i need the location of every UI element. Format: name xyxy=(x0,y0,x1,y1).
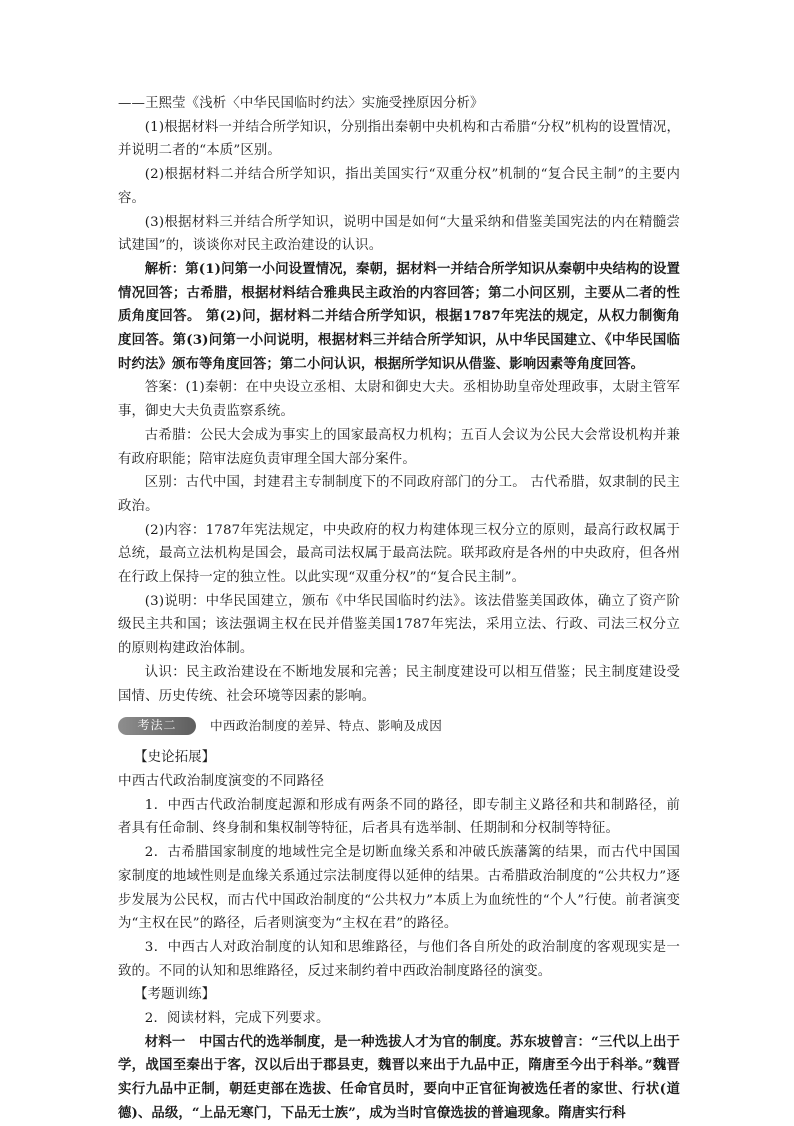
answer-3-understanding: 认识：民主政治建设在不断地发展和完善；民主制度建设可以相互借鉴；民主制度建设受国情、历史传统、社会环境等因素的影响。 xyxy=(118,664,680,704)
extension-point-1: 1．中西古代政治制度起源和形成有两条不同的路径，即专制主义路径和共和制路径，前者具有任命制、终身制和集权制等特征，后者具有选举制、任期制和分权制等特征。 xyxy=(118,797,680,837)
answer-2-content: (2)内容：1787年宪法规定，中央政府的权力构建体现三权分立的原则，最高行政权属于总统，最高立法机构是国会，最高司法权属于最高法院。联邦政府是各州的中央政府，但各州在行政上保持一定的独立性。以此实现“双重分权”的“复合民主制”。 xyxy=(118,522,680,586)
question-3: (3)根据材料三并结合所学知识，说明中国是如何“大量采纳和借鉴美国宪法的内在精髓尝试建国”的，谈谈你对民主政治建设的认识。 xyxy=(118,214,680,254)
section-badge xyxy=(118,717,196,735)
training-material-1: 材料一 中国古代的选举制度，是一种选拔人才为官的制度。苏东坡曾言：“三代以上出于学，战国至秦出于客，汉以后出于郡县吏，魏晋以来出于九品中正，隋唐至今出于科举。”魏晋实行九品中正制，朝廷吏部在选拔、任命官员时，要向中正官征询被选任者的家世、行状(道德)、品级，“上品无寒门，下品无士族”，成为当时官僚选拔的普遍现象。隋唐实行科 xyxy=(118,1033,680,1121)
training-question: 2．阅读材料，完成下列要求。 xyxy=(144,1011,330,1027)
document-body xyxy=(118,92,680,1126)
training-label: 【考题训练】 xyxy=(134,987,216,1003)
answer-3-explanation: (3)说明：中华民国建立，颁布《中华民国临时约法》。该法借鉴美国政体，确立了资产阶级民主共和国；该法强调主权在民并借鉴美国1787年宪法，采用立法、行政、司法三权分立的原则构建政治体制。 xyxy=(118,593,680,657)
answer-1-qin: 答案：(1)秦朝：在中央设立丞相、太尉和御史大夫。丞相协助皇帝处理政事，太尉主管军事，御史大夫负责监察系统。 xyxy=(118,380,680,420)
source-citation: ——王熙莹《浅析〈中华民国临时约法〉实施受挫原因分析》 xyxy=(118,96,484,111)
question-2: (2)根据材料二并结合所学知识，指出美国实行“双重分权”机制的“复合民主制”的主要内容。 xyxy=(118,167,680,206)
extension-label: 【史论拓展】 xyxy=(134,750,216,766)
section-header xyxy=(118,712,680,740)
question-1: (1)根据材料一并结合所学知识，分别指出秦朝中央机构和古希腊“分权”机构的设置情况，并说明二者的“本质”区别。 xyxy=(118,119,680,159)
answer-1-difference: 区别：古代中国，封建君主专制制度下的不同政府部门的分工。 古代希腊，奴隶制的民主政治。 xyxy=(118,475,680,514)
extension-point-2: 2．古希腊国家制度的地域性完全是切断血缘关系和冲破氏族藩篱的结果，而古代中国国家制度的地域性则是血缘关系通过宗法制度得以延伸的结果。古希腊政治制度的“公共权力”逐步发展为公民权，而古代中国政治制度的“公共权力”本质上为血统性的“个人”行使。前者演变为“主权在民”的路径，后者则演变为“主权在君”的路径。 xyxy=(118,845,680,932)
analysis-paragraph: 解析：第(1)问第一小问设置情况，秦朝，据材料一并结合所学知识从秦朝中央结构的设置情况回答；古希腊，根据材料结合雅典民主政治的内容回答；第二小问区别，主要从二者的性质角度回答。 第(2)问，据材料二并结合所学知识，根据1787年宪法的规定，从权力制衡角度回答。第(3)问第一小问说明，根据材料三并结合所学知识，从中华民国建立、《中华民国临时约法》颁布等角度回答；第二小问认识，根据所学知识从借鉴、影响因素等角度回答。 xyxy=(118,260,680,372)
extension-title: 中西古代政治制度演变的不同路径 xyxy=(118,772,325,789)
answer-1-greece: 古希腊：公民大会成为事实上的国家最高权力机构；五百人会议为公民大会常设机构并兼有政府职能；陪审法庭负责审理全国大部分案件。 xyxy=(118,427,680,467)
section-title: 中西政治制度的差异、特点、影响及成因 xyxy=(210,718,443,734)
extension-point-3: 3．中西古人对政治制度的认知和思维路径，与他们各自所处的政治制度的客观现实是一致的。不同的认知和思维路径，反过来制约着中西政治制度路径的演变。 xyxy=(118,939,680,979)
section-badge-label: 考法二 xyxy=(137,718,177,733)
